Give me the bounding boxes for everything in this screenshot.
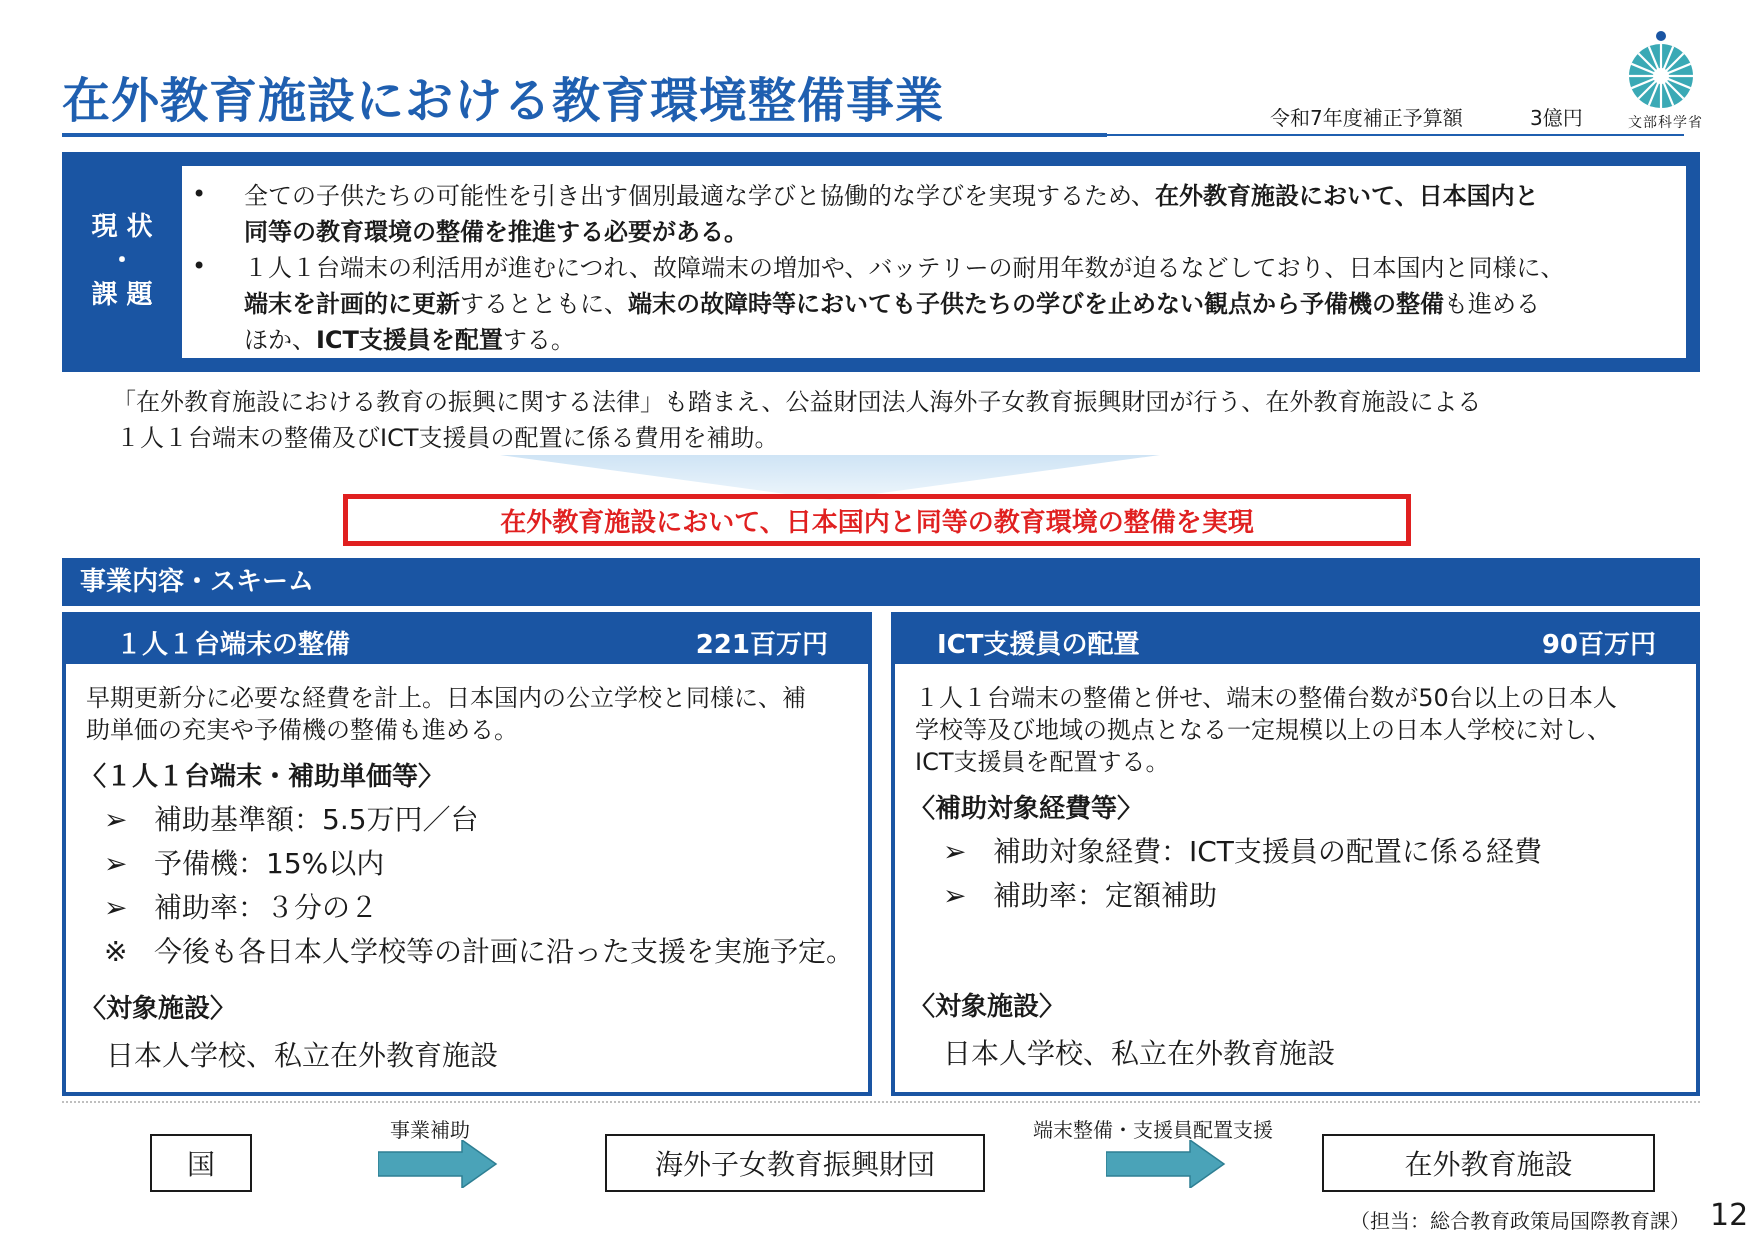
panel-ict-desc bbox=[915, 682, 1676, 778]
budget-amount: 3億円 bbox=[1530, 106, 1583, 130]
text-bold: ICT支援員を配置 bbox=[316, 326, 503, 354]
text-plain: も進める bbox=[1444, 290, 1540, 318]
devices-target-heading: 〈対象施設〉 bbox=[80, 994, 237, 1024]
summary-line-2: １人１台端末の整備及びICT支援員の配置に係る費用を補助。 bbox=[116, 424, 779, 452]
list-item-text: 予備機：15%以内 bbox=[154, 847, 385, 880]
goal-box: 在外教育施設において、日本国内と同等の教育環境の整備を実現 bbox=[343, 494, 1411, 546]
list-marker: ※ bbox=[104, 935, 128, 968]
text-plain: ほか、 bbox=[244, 326, 316, 354]
bullet-marker: • bbox=[192, 180, 207, 208]
list-marker: ➢ bbox=[104, 803, 128, 836]
list-item-text: 補助率：３分の２ bbox=[154, 891, 379, 924]
desc-line: 学校等及び地域の拠点となる一定規模以上の日本人学校に対し、 bbox=[915, 716, 1611, 744]
flow-arrow-2-label: 端末整備・支援員配置支援 bbox=[1033, 1118, 1273, 1142]
budget-label: 令和7年度補正予算額 bbox=[1270, 106, 1463, 130]
list-marker: ➢ bbox=[104, 847, 128, 880]
right-arrow-icon bbox=[378, 1140, 498, 1188]
devices-target-text: 日本人学校、私立在外教育施設 bbox=[106, 1039, 499, 1072]
text-bold: 端末を計画的に更新 bbox=[244, 290, 460, 318]
text-plain: 全ての子供たちの可能性を引き出す個別最適な学びと協働的な学びを実現するため、 bbox=[244, 182, 1156, 210]
desc-line: ICT支援員を配置する。 bbox=[915, 748, 1170, 776]
flow-arrow-1-label: 事業補助 bbox=[390, 1118, 470, 1142]
text-bold: 同等の教育環境の整備を推進する必要がある。 bbox=[244, 218, 748, 246]
panel-devices bbox=[62, 612, 872, 1096]
flow-node-schools: 在外教育施設 bbox=[1322, 1134, 1655, 1192]
panel-devices-desc bbox=[86, 682, 848, 746]
panel-ict-amount: 90百万円 bbox=[1541, 630, 1656, 660]
summary-line-1: 「在外教育施設における教育の振興に関する法律」も踏まえ、公益財団法人海外子女教育振興財団が行う、在外教育施設による bbox=[112, 388, 1482, 416]
panel-devices-title: １人１台端末の整備 bbox=[116, 630, 351, 660]
devices-subsidy-heading: 〈１人１台端末・補助単価等〉 bbox=[80, 762, 445, 792]
panel-ict-title: ICT支援員の配置 bbox=[937, 630, 1140, 660]
status-bullet-1 bbox=[244, 178, 1674, 250]
text-bold: 在外教育施設において、日本国内と bbox=[1155, 182, 1539, 210]
bullet-marker: • bbox=[192, 252, 207, 280]
title-underline-thin bbox=[1107, 134, 1684, 136]
desc-line: 早期更新分に必要な経費を計上。日本国内の公立学校と同様に、補 bbox=[86, 684, 806, 712]
ict-target-heading: 〈対象施設〉 bbox=[909, 992, 1066, 1022]
page-title: 在外教育施設における教育環境整備事業 bbox=[62, 73, 945, 129]
list-item-text: 補助率：定額補助 bbox=[993, 879, 1218, 912]
flow-node-foundation: 海外子女教育振興財団 bbox=[605, 1134, 985, 1192]
flow-node-country: 国 bbox=[150, 1134, 252, 1192]
desc-line: １人１台端末の整備と併せ、端末の整備台数が50台以上の日本人 bbox=[915, 684, 1617, 712]
list-item-text: 今後も各日本人学校等の計画に沿った支援を実施予定。 bbox=[154, 935, 855, 968]
status-label-line2: 課 題 bbox=[91, 279, 153, 310]
panel-ict-header bbox=[895, 616, 1696, 664]
scheme-header: 事業内容・スキーム bbox=[62, 558, 1700, 606]
ict-target-text: 日本人学校、私立在外教育施設 bbox=[943, 1037, 1336, 1070]
list-item bbox=[104, 842, 384, 882]
list-marker: ➢ bbox=[943, 835, 967, 868]
right-arrow-icon bbox=[1106, 1140, 1226, 1188]
text-plain: するとともに、 bbox=[460, 290, 628, 318]
text-plain: する。 bbox=[502, 326, 575, 354]
list-marker: ➢ bbox=[104, 891, 128, 924]
list-marker: ➢ bbox=[943, 879, 967, 912]
status-label bbox=[62, 152, 182, 372]
page-number: 12 bbox=[1710, 1198, 1749, 1233]
desc-line: 助単価の充実や予備機の整備も進める。 bbox=[86, 716, 518, 744]
logo-text: 文部科学省 bbox=[1628, 115, 1703, 131]
list-item-text: 補助対象経費：ICT支援員の配置に係る経費 bbox=[993, 835, 1542, 868]
divider bbox=[62, 1101, 1700, 1103]
list-item bbox=[943, 874, 1217, 914]
text-plain: １人１台端末の利活用が進むにつれ、故障端末の増加や、バッテリーの耐用年数が迫るなどしており、日本国内と同様に、 bbox=[244, 254, 1565, 282]
text-bold: 端末の故障時等においても子供たちの学びを止めない観点から予備機の整備 bbox=[628, 290, 1444, 318]
status-content bbox=[182, 166, 1686, 358]
panel-ict-staff bbox=[891, 612, 1700, 1096]
status-label-sep: ・ bbox=[108, 246, 135, 277]
mext-logo-icon bbox=[1625, 30, 1697, 110]
panel-devices-amount: 221百万円 bbox=[695, 630, 828, 660]
list-item-text: 補助基準額：5.5万円／台 bbox=[154, 803, 479, 836]
list-item bbox=[104, 798, 479, 838]
summary-text bbox=[112, 384, 1672, 456]
status-label-line1: 現 状 bbox=[91, 212, 153, 243]
contact-footer: （担当：総合教育政策局国際教育課） bbox=[1350, 1209, 1690, 1233]
status-bullet-2 bbox=[244, 250, 1674, 358]
title-underline bbox=[62, 133, 1107, 137]
list-item bbox=[943, 830, 1542, 870]
list-item bbox=[104, 930, 854, 970]
ict-expense-heading: 〈補助対象経費等〉 bbox=[909, 794, 1144, 824]
list-item bbox=[104, 886, 378, 926]
panel-devices-header bbox=[66, 616, 868, 664]
